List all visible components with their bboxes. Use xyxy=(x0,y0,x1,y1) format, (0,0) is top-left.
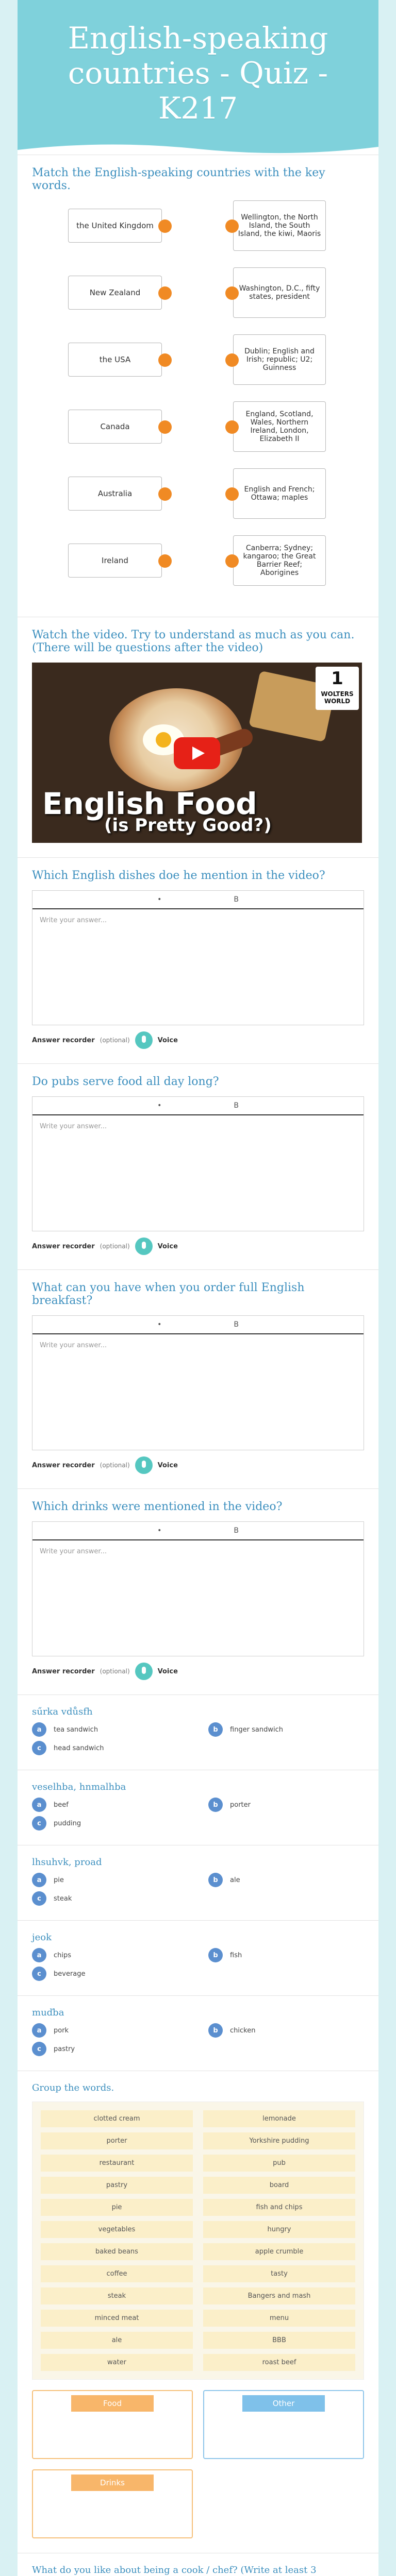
bucket-other[interactable] xyxy=(203,2390,364,2459)
bucket-drinks[interactable] xyxy=(32,2469,193,2538)
match-right-item[interactable] xyxy=(233,468,326,519)
question-title: Do pubs serve food all day long? xyxy=(32,1075,219,1088)
option-label: fish xyxy=(230,1951,242,1959)
choice-section xyxy=(18,1770,378,1845)
option-letter: a xyxy=(32,1873,46,1887)
choice-option[interactable] xyxy=(32,1891,188,1906)
option-letter: c xyxy=(32,1891,46,1906)
choice-option[interactable] xyxy=(32,1741,188,1755)
answer-toolbar xyxy=(32,1097,364,1115)
option-letter: b xyxy=(208,1873,223,1887)
match-right-label: Canberra; Sydney; kangaroo; the Great Barrier Reef; Aborigines xyxy=(243,544,316,577)
choice-title: sűrka vdůsfh xyxy=(32,1706,93,1717)
question-title: Which English dishes doe he mention in the video? xyxy=(32,869,325,882)
video-section xyxy=(18,617,378,857)
header-wave xyxy=(18,140,378,155)
answer-box xyxy=(32,1521,364,1656)
connector-dot[interactable] xyxy=(225,420,239,434)
match-left-item[interactable] xyxy=(68,477,162,511)
answer-recorder xyxy=(32,1456,364,1474)
choice-section xyxy=(18,1845,378,1920)
bucket-label: Drinks xyxy=(71,2475,154,2491)
option-label: head sandwich xyxy=(54,1744,104,1752)
recorder-optional: (optional) xyxy=(100,1668,130,1675)
choice-option[interactable] xyxy=(208,1722,364,1737)
voice-label: Voice xyxy=(157,1667,178,1675)
option-letter: b xyxy=(208,1798,223,1812)
bucket-label: Food xyxy=(71,2395,154,2412)
answer-toolbar xyxy=(32,1316,364,1334)
option-letter: a xyxy=(32,2023,46,2038)
choice-option[interactable] xyxy=(32,1873,188,1887)
microphone-icon[interactable] xyxy=(135,1031,153,1049)
connector-dot[interactable] xyxy=(225,487,239,501)
word-chip[interactable]: vegetables xyxy=(41,2221,193,2238)
group-question: Group the words. xyxy=(32,2082,114,2093)
answer-input[interactable]: Write your answer... xyxy=(40,917,107,924)
match-left-item[interactable] xyxy=(68,276,162,310)
choice-section xyxy=(18,1694,378,1770)
word-chip[interactable]: BBB xyxy=(203,2332,355,2349)
choice-section xyxy=(18,1920,378,1995)
logo-number: 1 xyxy=(331,668,343,689)
choice-option[interactable] xyxy=(208,1798,364,1812)
option-letter: c xyxy=(32,1967,46,1981)
recorder-label: Answer recorder xyxy=(32,1461,95,1469)
channel-logo xyxy=(316,667,359,710)
bold-button[interactable]: B xyxy=(234,1101,239,1110)
word-chip[interactable]: restaurant xyxy=(41,2155,193,2172)
video-question: Watch the video. Try to understand as much as you can. (There will be questions after the video) xyxy=(32,629,355,654)
match-right-label: England, Scotland, Wales, Northern Ireland, London, Elizabeth II xyxy=(245,410,314,443)
question-title: What can you have when you order full English breakfast? xyxy=(32,1281,305,1307)
question-section xyxy=(18,1063,378,1269)
answer-input[interactable]: Write your answer... xyxy=(40,1548,107,1555)
match-left-item[interactable] xyxy=(68,209,162,243)
word-chip[interactable]: hungry xyxy=(203,2221,355,2238)
header xyxy=(18,0,378,155)
match-right-item[interactable] xyxy=(233,401,326,452)
worksheet-page xyxy=(18,0,378,2576)
bucket-label: Other xyxy=(242,2395,325,2412)
video-thumb-subtitle: (is Pretty Good?) xyxy=(104,815,272,836)
word-chip[interactable]: Bangers and mash xyxy=(203,2287,355,2304)
choice-options xyxy=(32,1948,364,1981)
word-chip[interactable]: steak xyxy=(41,2287,193,2304)
answer-box xyxy=(32,890,364,1025)
connector-dot[interactable] xyxy=(225,554,239,568)
answer-recorder xyxy=(32,1031,364,1049)
recorder-label: Answer recorder xyxy=(32,1242,95,1250)
option-letter: a xyxy=(32,1948,46,1962)
match-right-item[interactable] xyxy=(233,267,326,318)
question-section xyxy=(18,1488,378,1694)
choice-option[interactable] xyxy=(32,1967,188,1981)
recorder-optional: (optional) xyxy=(100,1037,130,1044)
choice-option[interactable] xyxy=(208,2023,364,2038)
match-left-item[interactable] xyxy=(68,544,162,578)
choice-option[interactable] xyxy=(32,1948,188,1962)
logo-text: WOLTERS WORLD xyxy=(321,690,354,705)
word-chip[interactable]: baked beans xyxy=(41,2243,193,2260)
choice-option[interactable] xyxy=(32,1798,188,1812)
word-chip[interactable]: pub xyxy=(203,2155,355,2172)
choice-option[interactable] xyxy=(32,2023,188,2038)
option-letter: c xyxy=(32,1816,46,1831)
video-player[interactable] xyxy=(32,663,362,843)
answer-box xyxy=(32,1315,364,1450)
recorder-optional: (optional) xyxy=(100,1243,130,1250)
answer-box xyxy=(32,1096,364,1231)
bullet-list-button[interactable]: • xyxy=(157,895,162,904)
choice-option[interactable] xyxy=(208,1948,364,1962)
option-label: ale xyxy=(230,1876,240,1884)
word-chip[interactable]: lemonade xyxy=(203,2110,355,2127)
choice-option[interactable] xyxy=(32,1816,188,1831)
option-label: pie xyxy=(54,1876,64,1884)
option-label: steak xyxy=(54,1894,72,1903)
match-row xyxy=(32,535,364,587)
bold-button[interactable]: B xyxy=(234,1527,239,1535)
word-bank xyxy=(32,2102,364,2380)
connector-dot[interactable] xyxy=(225,219,239,233)
match-left-label: the USA xyxy=(99,355,131,364)
match-right-item[interactable] xyxy=(233,200,326,251)
option-label: pudding xyxy=(54,1819,81,1827)
connector-dot[interactable] xyxy=(158,420,172,434)
voice-label: Voice xyxy=(157,1461,178,1469)
answer-input[interactable]: Write your answer... xyxy=(40,1123,107,1130)
question-section xyxy=(18,1269,378,1488)
option-label: chicken xyxy=(230,2026,256,2035)
choice-options xyxy=(32,2023,364,2056)
option-label: beverage xyxy=(54,1970,86,1978)
choice-title: jeok xyxy=(32,1932,52,1943)
bucket-food[interactable] xyxy=(32,2390,193,2459)
bullet-list-button[interactable]: • xyxy=(157,1320,162,1329)
question-section xyxy=(18,2553,378,2576)
word-chip[interactable]: roast beef xyxy=(203,2354,355,2371)
match-left-label: Canada xyxy=(100,422,130,431)
match-right-item[interactable] xyxy=(233,334,326,385)
choice-options xyxy=(32,1798,364,1831)
option-label: chips xyxy=(54,1951,72,1959)
connector-dot[interactable] xyxy=(225,286,239,300)
connector-dot[interactable] xyxy=(158,353,172,367)
option-letter: c xyxy=(32,2042,46,2056)
choice-option[interactable] xyxy=(32,2042,188,2056)
answer-toolbar xyxy=(32,891,364,909)
word-chip[interactable]: minced meat xyxy=(41,2310,193,2327)
choice-option[interactable] xyxy=(208,1873,364,1887)
match-row xyxy=(32,401,364,453)
option-label: tea sandwich xyxy=(54,1725,98,1734)
group-buckets xyxy=(32,2390,364,2538)
option-label: pastry xyxy=(54,2045,75,2053)
answer-recorder xyxy=(32,1663,364,1680)
choice-title: lhsuhvk, proad xyxy=(32,1857,102,1868)
option-letter: c xyxy=(32,1741,46,1755)
connector-dot[interactable] xyxy=(158,487,172,501)
word-chip[interactable]: apple crumble xyxy=(203,2243,355,2260)
connector-dot[interactable] xyxy=(158,554,172,568)
match-row xyxy=(32,200,364,252)
bold-button[interactable]: B xyxy=(234,895,239,904)
option-label: porter xyxy=(230,1801,251,1809)
yolk-image xyxy=(156,732,171,748)
word-chip[interactable]: water xyxy=(41,2354,193,2371)
page-title: English-speaking countries - Quiz - K217 xyxy=(68,21,328,126)
match-row xyxy=(32,468,364,520)
choice-section xyxy=(18,1995,378,2071)
word-chip[interactable]: ale xyxy=(41,2332,193,2349)
connector-dot[interactable] xyxy=(225,353,239,367)
video-thumb-title: English Food xyxy=(42,786,257,821)
microphone-icon[interactable] xyxy=(135,1238,153,1255)
match-question: Match the English-speaking countries with the key words. xyxy=(32,166,325,192)
word-chip[interactable]: fish and chips xyxy=(203,2199,355,2216)
option-letter: b xyxy=(208,1722,223,1737)
option-label: finger sandwich xyxy=(230,1725,284,1734)
bullet-list-button[interactable]: • xyxy=(157,1527,162,1535)
match-left-label: the United Kingdom xyxy=(76,221,154,230)
match-left-label: Ireland xyxy=(102,556,128,565)
recorder-optional: (optional) xyxy=(100,1462,130,1469)
answer-recorder xyxy=(32,1238,364,1255)
word-chip[interactable]: board xyxy=(203,2177,355,2194)
group-section xyxy=(18,2071,378,2553)
word-chip[interactable]: menu xyxy=(203,2310,355,2327)
match-row xyxy=(32,267,364,319)
option-letter: b xyxy=(208,1948,223,1962)
option-letter: a xyxy=(32,1722,46,1737)
match-right-label: Washington, D.C., fifty states, president xyxy=(239,284,320,301)
question-section xyxy=(18,857,378,1063)
match-row xyxy=(32,334,364,386)
question-title: What do you like about being a cook / chef? (Write at least 3 xyxy=(32,2565,317,2575)
word-chip[interactable]: coffee xyxy=(41,2265,193,2282)
bullet-list-button[interactable]: • xyxy=(157,1101,162,1110)
match-left-label: New Zealand xyxy=(89,288,141,297)
word-chip[interactable]: tasty xyxy=(203,2265,355,2282)
word-chip[interactable]: porter xyxy=(41,2132,193,2149)
match-section xyxy=(18,155,378,617)
recorder-label: Answer recorder xyxy=(32,1667,95,1675)
match-right-label: English and French; Ottawa; maples xyxy=(244,485,315,502)
choice-title: muďba xyxy=(32,2007,64,2018)
match-right-label: Wellington, the North Island, the South Island, the kiwi, Maoris xyxy=(238,213,321,238)
recorder-label: Answer recorder xyxy=(32,1036,95,1044)
option-label: beef xyxy=(54,1801,69,1809)
connector-dot[interactable] xyxy=(158,286,172,300)
match-left-item[interactable] xyxy=(68,410,162,444)
question-title: Which drinks were mentioned in the video? xyxy=(32,1500,283,1513)
match-left-item[interactable] xyxy=(68,343,162,377)
answer-input[interactable]: Write your answer... xyxy=(40,1342,107,1349)
microphone-icon[interactable] xyxy=(135,1663,153,1680)
match-right-label: Dublin; English and Irish; republic; U2; Guinness xyxy=(244,347,315,372)
connector-dot[interactable] xyxy=(158,219,172,233)
match-left-label: Australia xyxy=(97,489,133,498)
bold-button[interactable]: B xyxy=(234,1320,239,1329)
choice-option[interactable] xyxy=(32,1722,188,1737)
option-letter: b xyxy=(208,2023,223,2038)
option-label: pork xyxy=(54,2026,69,2035)
choice-options xyxy=(32,1722,364,1755)
option-letter: a xyxy=(32,1798,46,1812)
microphone-icon[interactable] xyxy=(135,1456,153,1474)
play-icon[interactable] xyxy=(174,737,220,769)
answer-toolbar xyxy=(32,1522,364,1540)
choice-options xyxy=(32,1873,364,1906)
word-chip[interactable]: Yorkshire pudding xyxy=(203,2132,355,2149)
word-chip[interactable]: pie xyxy=(41,2199,193,2216)
voice-label: Voice xyxy=(157,1036,178,1044)
match-right-item[interactable] xyxy=(233,535,326,586)
voice-label: Voice xyxy=(157,1242,178,1250)
word-chip[interactable]: clotted cream xyxy=(41,2110,193,2127)
choice-title: veselhba, hnmalhba xyxy=(32,1782,126,1792)
word-chip[interactable]: pastry xyxy=(41,2177,193,2194)
